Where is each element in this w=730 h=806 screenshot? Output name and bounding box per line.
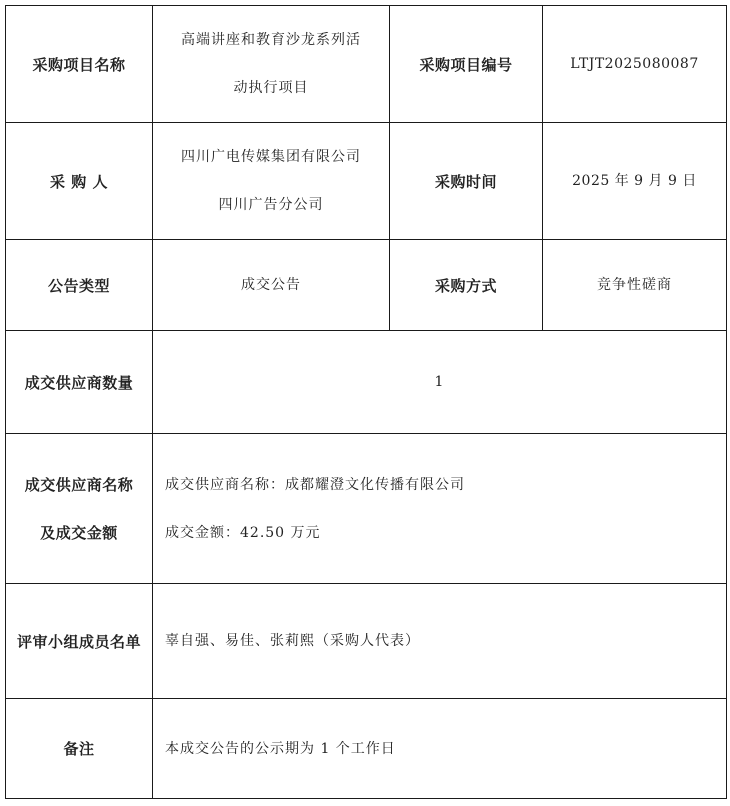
row-remark	[6, 699, 727, 799]
remark-value: 本成交公告的公示期为 1 个工作日	[153, 699, 727, 799]
project-name-value	[153, 6, 390, 123]
review-value: 辜自强、易佳、张莉熙（采购人代表）	[153, 584, 727, 699]
method-label: 采购方式	[390, 240, 543, 331]
time-label: 采购时间	[390, 123, 543, 240]
supplier-name-value-cell	[153, 434, 727, 584]
notice-table	[5, 5, 727, 799]
supplier-count-value: 1	[153, 331, 727, 434]
row-supplier-count	[6, 331, 727, 434]
notice-type-label: 公告类型	[6, 240, 153, 331]
supplier-name-label-line1: 成交供应商名称	[24, 475, 134, 494]
row-review	[6, 584, 727, 699]
project-name-line1: 高端讲座和教育沙龙系列活	[181, 32, 361, 48]
notice-type-value: 成交公告	[153, 240, 390, 331]
project-name-line2: 动执行项目	[233, 80, 309, 96]
row-supplier-name	[6, 434, 727, 584]
review-label: 评审小组成员名单	[6, 584, 153, 699]
supplier-name-label-line2: 及成交金额	[40, 523, 118, 542]
purchaser-line1: 四川广电传媒集团有限公司	[181, 149, 361, 165]
supplier-count-label: 成交供应商数量	[6, 331, 153, 434]
project-no-value: LTJT2025080087	[543, 6, 727, 123]
project-no-label: 采购项目编号	[390, 6, 543, 123]
row-project	[6, 6, 727, 123]
remark-label: 备注	[6, 699, 153, 799]
project-name-label: 采购项目名称	[6, 6, 153, 123]
purchaser-label: 采 购 人	[6, 123, 153, 240]
supplier-name-value: 成交供应商名称：成都耀澄文化传播有限公司	[165, 476, 465, 493]
time-value: 2025 年 9 月 9 日	[543, 123, 727, 240]
row-purchaser	[6, 123, 727, 240]
purchaser-line2: 四川广告分公司	[218, 197, 324, 213]
amount-value: 成交金额：42.50 万元	[165, 524, 321, 541]
row-notice-type	[6, 240, 727, 331]
purchaser-value	[153, 123, 390, 240]
supplier-name-label	[6, 434, 153, 584]
method-value: 竞争性磋商	[543, 240, 727, 331]
